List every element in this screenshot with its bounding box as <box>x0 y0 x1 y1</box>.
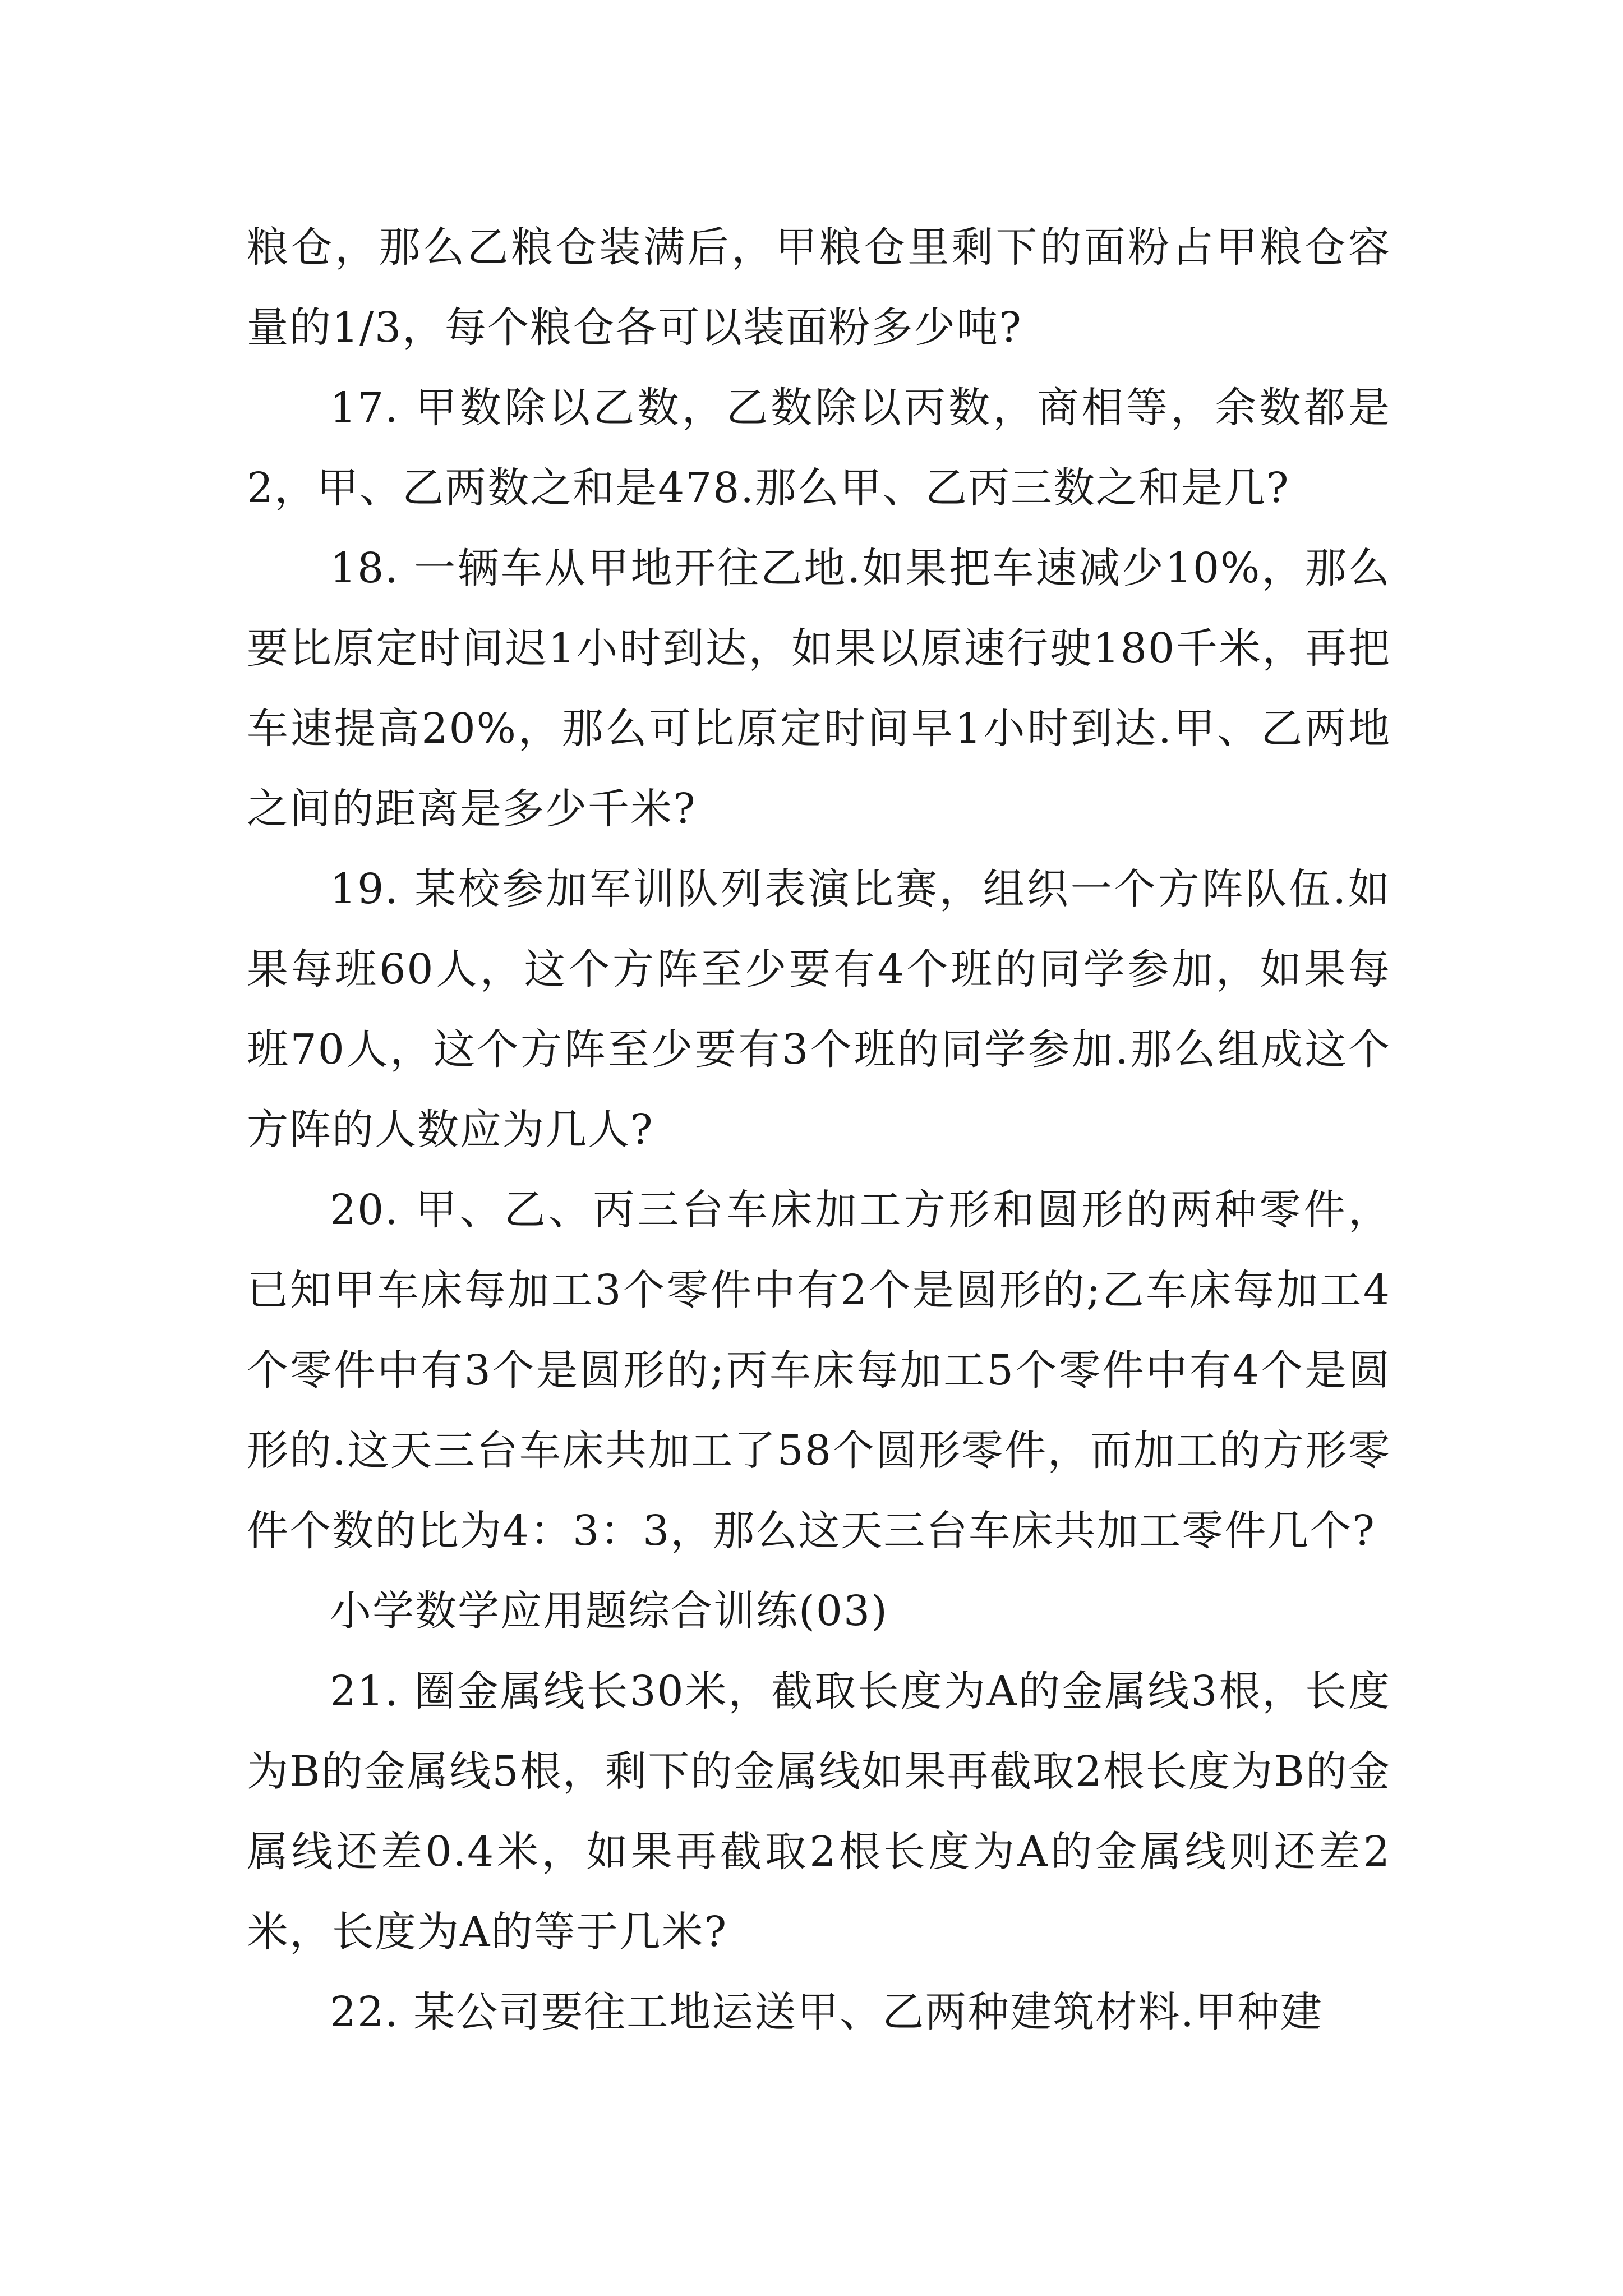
question-19: 19. 某校参加军训队列表演比赛，组织一个方阵队伍.如果每班60人，这个方阵至少要有4个班的同学参加，如果每班70人，这个方阵至少要有3个班的同学参加.那么组成这个方阵的人数应为几人? <box>247 865 1391 1154</box>
question-22: 22. 某公司要往工地运送甲、乙两种建筑材料.甲种建 <box>330 1988 1323 2036</box>
paragraph-continuation: 粮仓，那么乙粮仓装满后，甲粮仓里剩下的面粉占甲粮仓容量的1/3，每个粮仓各可以装面粉多少吨? <box>247 223 1391 352</box>
question-20: 20. 甲、乙、丙三台车床加工方形和圆形的两种零件，已知甲车床每加工3个零件中有2个是圆形的;乙车床每加工4个零件中有3个是圆形的;丙车床每加工5个零件中有4个是圆形的.这天三台车床共加工了58个圆形零件，而加工的方形零件个数的比为4：3：3，那么这天三台车床共加工零件几个? <box>247 1186 1391 1555</box>
question-18: 18. 一辆车从甲地开往乙地.如果把车速减少10%，那么要比原定时间迟1小时到达，如果以原速行驶180千米，再把车速提高20%，那么可比原定时间早1小时到达.甲、乙两地之间的距离是多少千米? <box>247 544 1391 833</box>
question-21: 21. 圈金属线长30米，截取长度为A的金属线3根，长度为B的金属线5根，剩下的金属线如果再截取2根长度为B的金属线还差0.4米，如果再截取2根长度为A的金属线则还差2米，长度为A的等于几米? <box>247 1667 1391 1956</box>
section-heading: 小学数学应用题综合训练(03) <box>330 1587 888 1635</box>
document-body <box>247 208 1391 2053</box>
question-17: 17. 甲数除以乙数，乙数除以丙数，商相等，余数都是2，甲、乙两数之和是478.那么甲、乙丙三数之和是几? <box>247 384 1391 512</box>
